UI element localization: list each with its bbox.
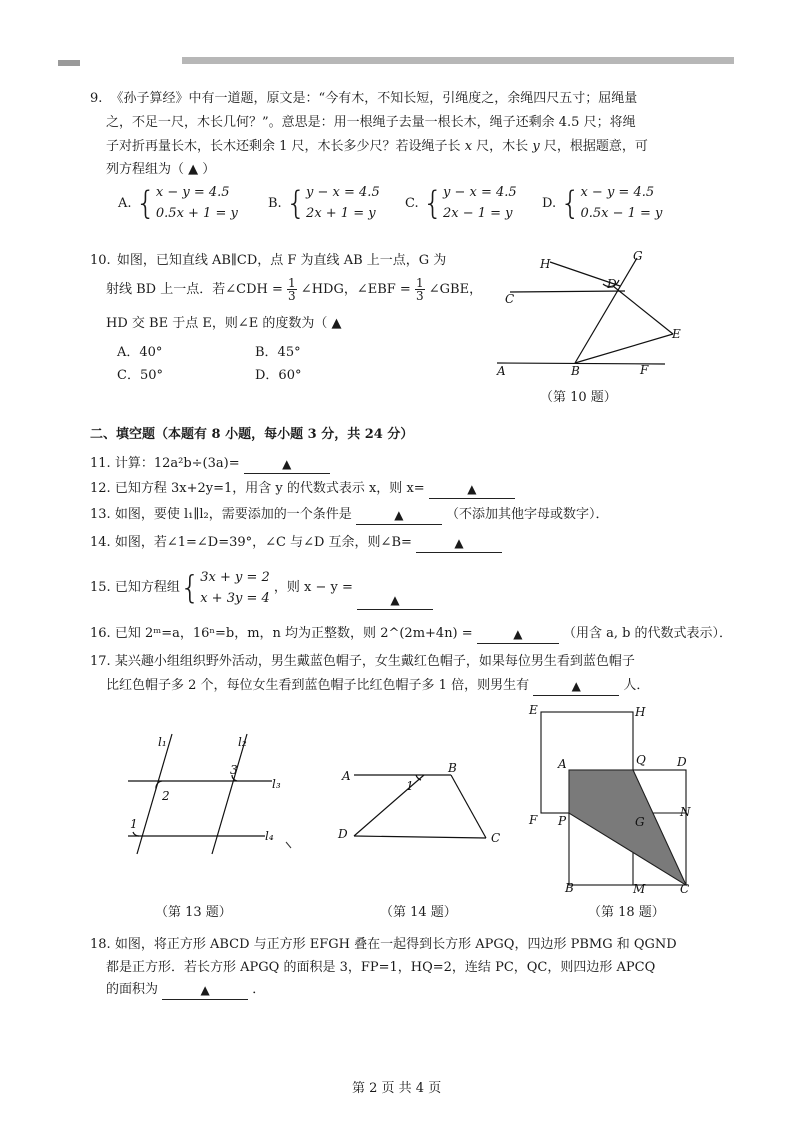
brace-icon: { xyxy=(285,184,307,222)
brace-icon: { xyxy=(422,184,443,222)
brace-icon: { xyxy=(135,184,156,222)
option-label: A. xyxy=(118,195,132,211)
header-mark xyxy=(58,60,80,66)
brace-icon: { xyxy=(179,568,201,607)
triangle-icon: ▲ xyxy=(513,627,523,641)
q9-line-4 xyxy=(106,159,215,180)
q12-line xyxy=(90,478,515,499)
label-angle-1: 1 xyxy=(130,817,138,831)
equation: x + 3y = 4 xyxy=(200,590,270,606)
equation: y − x = 4.5 xyxy=(306,185,380,200)
label-g: G xyxy=(635,815,645,829)
q13-text-b: （不添加其他字母或数字）． xyxy=(446,507,609,522)
label-f: F xyxy=(640,363,649,377)
triangle-icon: ▲ xyxy=(454,536,464,550)
q9-text-3a: 子对折再量长木，长木还剩余 1 尺，木长多少尺？若设绳子长 xyxy=(106,139,461,154)
q16-number: 16. xyxy=(90,626,111,641)
q17-text-2a: 比红色帽子多 2 个，每位女生看到蓝色帽子比红色帽子多 1 倍，则男生有 xyxy=(106,678,530,693)
equation: 2x − 1 = y xyxy=(442,206,513,221)
q9-option-d[interactable] xyxy=(542,182,662,224)
q18-answer-blank[interactable] xyxy=(162,982,248,1000)
q9-line-2 xyxy=(106,112,636,133)
line-cd xyxy=(510,291,625,292)
q10-text-2c: ∠GBE， xyxy=(428,282,483,297)
equation: x − y = 4.5 xyxy=(580,185,655,200)
q18-text-3a: 的面积为 xyxy=(106,982,159,997)
q10-line-2 xyxy=(106,276,482,304)
q9-number: 9. xyxy=(90,91,103,106)
label-f: F xyxy=(529,813,538,827)
label-b: B xyxy=(448,761,457,775)
fraction-one-third xyxy=(415,277,425,302)
equation: x − y = 4.5 xyxy=(155,185,230,200)
q11-answer-blank[interactable] xyxy=(244,456,330,474)
triangle-icon: ▲ xyxy=(282,457,292,471)
q13-line xyxy=(90,504,609,525)
label-b: B xyxy=(565,881,574,895)
q9-text-3c: 尺，根据题意，可 xyxy=(543,139,648,154)
q12-text: 已知方程 3x+2y=1，用含 y 的代数式表示 x，则 x= xyxy=(114,481,425,496)
q17-text-2b: 人． xyxy=(623,678,650,693)
label-a: A xyxy=(497,364,506,378)
q11-text: 计算：12a²b÷(3a)= xyxy=(114,456,240,471)
q9-text-3b: 尺，木长 xyxy=(476,139,529,154)
figure-14 xyxy=(336,760,511,850)
q14-line xyxy=(90,532,502,553)
section-2-title: 二、填空题（本题有 8 小题，每小题 3 分，共 24 分） xyxy=(90,427,414,442)
fig13-caption: （第 13 题） xyxy=(155,905,232,920)
label-q: Q xyxy=(636,753,646,767)
label-angle-1: 1 xyxy=(406,779,414,793)
q9-option-b[interactable] xyxy=(268,182,380,224)
line-de xyxy=(613,286,673,334)
q13-number: 13. xyxy=(90,507,111,522)
q10-option-a[interactable]: A．40° xyxy=(117,345,163,360)
q16-line xyxy=(90,623,732,644)
q18-text-3b: ． xyxy=(252,982,266,997)
q9-option-c[interactable] xyxy=(405,182,517,224)
figure-18 xyxy=(525,700,697,895)
option-label: B. xyxy=(268,195,282,211)
q9-text-4: 列方程组为（ ▲ ） xyxy=(106,162,216,177)
q15-text-b: ，则 x − y = xyxy=(273,580,353,595)
q14-number: 14. xyxy=(90,535,111,550)
label-g: G xyxy=(633,249,643,263)
q14-text: 如图，若∠1=∠D=39°，∠C 与∠D 互余，则∠B= xyxy=(114,535,412,550)
q10-text-2a: 射线 BD 上一点．若∠CDH = xyxy=(106,282,283,297)
equation: 0.5x + 1 = y xyxy=(155,206,238,221)
label-c: C xyxy=(680,882,690,895)
q17-line-2 xyxy=(106,675,649,696)
q10-text-1: 如图，已知直线 AB∥CD，点 F 为直线 AB 上一点，G 为 xyxy=(116,253,447,268)
label-d: D xyxy=(338,827,348,841)
q14-answer-blank[interactable] xyxy=(416,535,502,553)
label-d: D xyxy=(607,277,617,291)
fig14-caption: （第 14 题） xyxy=(380,905,457,920)
q17-line-1 xyxy=(90,651,635,672)
label-e: E xyxy=(672,327,681,341)
header-bar xyxy=(182,57,734,64)
q12-number: 12. xyxy=(90,481,111,496)
q15-number: 15. xyxy=(90,580,111,595)
q18-number: 18. xyxy=(90,937,111,952)
q10-number: 10. xyxy=(90,253,111,268)
triangle-icon: ▲ xyxy=(394,508,404,522)
triangle-icon: ▲ xyxy=(390,593,400,607)
equation: y − x = 4.5 xyxy=(442,185,517,200)
equation: 0.5x − 1 = y xyxy=(580,206,663,221)
q10-option-c[interactable]: C．50° xyxy=(117,368,163,383)
fig10-caption: （第 10 题） xyxy=(540,390,617,405)
option-label: C. xyxy=(405,195,419,211)
figure-10 xyxy=(495,248,695,383)
label-c: C xyxy=(491,831,501,845)
q15-text-a: 已知方程组 xyxy=(114,580,180,595)
fraction-den: 3 xyxy=(415,289,424,303)
q9-line-3 xyxy=(106,136,648,157)
q15-answer-blank[interactable] xyxy=(357,592,433,610)
q9-text-2: 之，不足一尺，木长几何？”。意思是：用一根绳子去量一根长木，绳子还剩余 4.5 尺；将绳 xyxy=(106,115,636,130)
q9-option-a[interactable] xyxy=(118,182,238,224)
triangle-icon: ▲ xyxy=(571,679,581,693)
label-a: A xyxy=(558,757,567,771)
q17-text-1: 某兴趣小组组织野外活动，男生戴蓝色帽子，女生戴红色帽子，如果每位男生看到蓝色帽子 xyxy=(114,654,635,669)
q18-line-3 xyxy=(106,979,265,1000)
triangle-icon: ▲ xyxy=(467,482,477,496)
shaded-quad-apcq xyxy=(569,770,686,885)
q10-option-b[interactable]: B．45° xyxy=(255,345,301,360)
label-a: A xyxy=(342,769,351,783)
label-l4: l₄ xyxy=(265,829,274,843)
label-h: H xyxy=(635,705,646,719)
label-l3: l₃ xyxy=(272,777,281,791)
fraction-num: 1 xyxy=(415,276,424,290)
q9-line-1 xyxy=(90,88,637,109)
label-angle-2: 2 xyxy=(162,789,170,803)
label-n: N xyxy=(680,805,691,819)
q16-answer-blank[interactable] xyxy=(477,626,559,644)
page-number: 第 2 页 共 4 页 xyxy=(352,1081,442,1096)
q10-text-2b: ∠HDG，∠EBF = xyxy=(300,282,411,297)
figure-13 xyxy=(112,730,302,860)
label-c: C xyxy=(505,292,515,306)
equation: 2x + 1 = y xyxy=(306,206,376,221)
q11-number: 11. xyxy=(90,456,111,471)
fraction-one-third xyxy=(287,277,297,302)
q10-text-3: HD 交 BE 于点 E，则∠E 的度数为（ ▲ xyxy=(106,316,342,331)
q16-text-a: 已知 2ᵐ=a，16ⁿ=b，m，n 均为正整数，则 2^(2m+4n) = xyxy=(114,626,473,641)
fraction-num: 1 xyxy=(288,276,296,290)
brace-icon: { xyxy=(560,184,581,222)
label-angle-3: 3 xyxy=(230,763,238,777)
label-l2: l₂ xyxy=(238,735,247,749)
fig18-caption: （第 18 题） xyxy=(588,905,665,920)
option-label: D. xyxy=(542,195,557,211)
q9-var-x: x xyxy=(464,139,473,154)
segment-bc xyxy=(451,775,486,838)
q12-answer-blank[interactable] xyxy=(429,481,515,499)
q17-answer-blank[interactable] xyxy=(533,678,619,696)
equation: 3x + y = 2 xyxy=(200,569,270,585)
q18-line-1 xyxy=(90,934,677,955)
q11-line xyxy=(90,453,330,474)
triangle-icon: ▲ xyxy=(200,983,210,997)
label-b: B xyxy=(571,364,580,378)
q18-text-2: 都是正方形．若长方形 APGQ 的面积是 3，FP=1，HQ=2，连结 PC，QC，则四边形 APCQ xyxy=(106,960,656,975)
q10-line-1 xyxy=(90,250,446,271)
label-h: H xyxy=(540,257,551,271)
q10-line-3 xyxy=(106,313,341,334)
label-e: E xyxy=(529,703,538,717)
q13-answer-blank[interactable] xyxy=(356,507,442,525)
q18-text-1: 如图，将正方形 ABCD 与正方形 EFGH 叠在一起得到长方形 APGQ，四边形 PBMG 和 QGND xyxy=(114,937,677,952)
q10-option-d[interactable]: D．60° xyxy=(255,368,302,383)
q13-text-a: 如图，要使 l₁∥l₂，需要添加的一个条件是 xyxy=(114,507,352,522)
label-d: D xyxy=(677,755,687,769)
q16-text-b: （用含 a, b 的代数式表示）． xyxy=(562,626,733,641)
q9-var-y: y xyxy=(532,139,540,154)
fraction-den: 3 xyxy=(288,289,296,303)
q17-number: 17. xyxy=(90,654,111,669)
label-l1: l₁ xyxy=(158,735,167,749)
segment-dc xyxy=(354,836,486,838)
q15-line xyxy=(90,566,433,610)
q9-text-1: 《孙子算经》中有一道题，原文是：“今有木，不知长短，引绳度之，余绳四尺五寸；屈绳量 xyxy=(110,91,638,106)
label-m: M xyxy=(633,882,646,895)
label-p: P xyxy=(558,814,567,828)
q18-line-2 xyxy=(106,957,655,978)
